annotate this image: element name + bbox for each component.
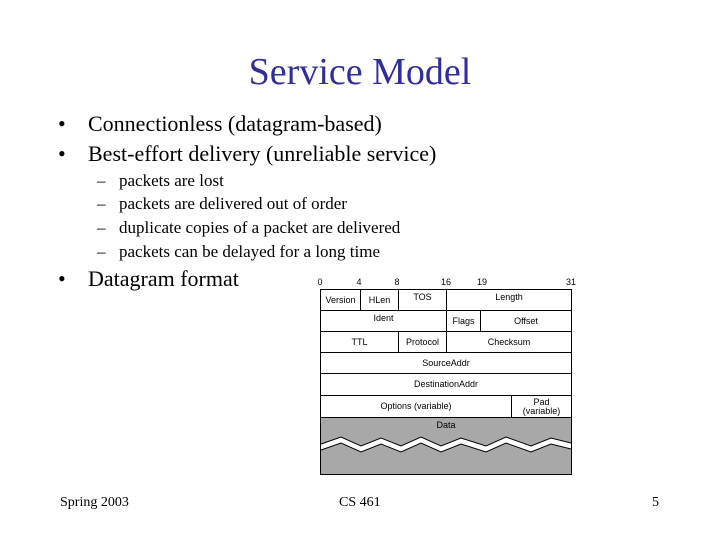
bullet-text: Datagram format — [88, 266, 239, 291]
footer-course: CS 461 — [339, 495, 381, 510]
field-data: Data — [436, 420, 456, 430]
dash: – — [97, 242, 106, 261]
sub-bullet-text: packets are delivered out of order — [119, 194, 347, 213]
field-destination-addr: DestinationAddr — [320, 373, 572, 396]
sub-bullet-text: packets are lost — [119, 171, 224, 190]
bullet-dot: • — [58, 266, 66, 291]
field-options: Options (variable) — [320, 395, 512, 418]
footer-page-number: 5 — [652, 495, 659, 510]
field-offset: Offset — [480, 310, 572, 332]
field-pad-variable: (variable) — [522, 405, 561, 416]
field-checksum: Checksum — [446, 331, 572, 353]
dash: – — [97, 218, 106, 237]
field-hlen: HLen — [360, 289, 399, 311]
dash: – — [97, 171, 106, 190]
bullet-dot: • — [58, 141, 66, 166]
field-pad-label: Pad — [533, 396, 550, 407]
slide-title: Service Model — [248, 51, 472, 93]
bit-number-19: 19 — [476, 277, 488, 287]
sub-bullet-text: duplicate copies of a packet are delivered — [119, 218, 401, 237]
bullet-text: Connectionless (datagram-based) — [88, 111, 382, 136]
bit-number-8: 8 — [394, 277, 400, 287]
dash: – — [97, 194, 106, 213]
field-ttl: TTL — [320, 331, 399, 353]
bit-number-4: 4 — [356, 277, 362, 287]
field-version: Version — [320, 289, 361, 311]
sub-bullet-text: packets can be delayed for a long time — [119, 242, 381, 261]
field-ident: Ident — [320, 310, 447, 332]
field-protocol: Protocol — [398, 331, 447, 353]
bit-number-16: 16 — [440, 277, 452, 287]
bullet-dot: • — [58, 111, 66, 136]
bit-number-31: 31 — [565, 277, 577, 287]
field-flags: Flags — [446, 310, 481, 332]
footer-date: Spring 2003 — [60, 495, 129, 510]
field-length: Length — [446, 289, 572, 311]
bit-number-0: 0 — [317, 277, 323, 287]
field-tos: TOS — [398, 289, 447, 311]
field-source-addr: SourceAddr — [320, 352, 572, 374]
bullet-text: Best-effort delivery (unreliable service) — [88, 141, 437, 166]
